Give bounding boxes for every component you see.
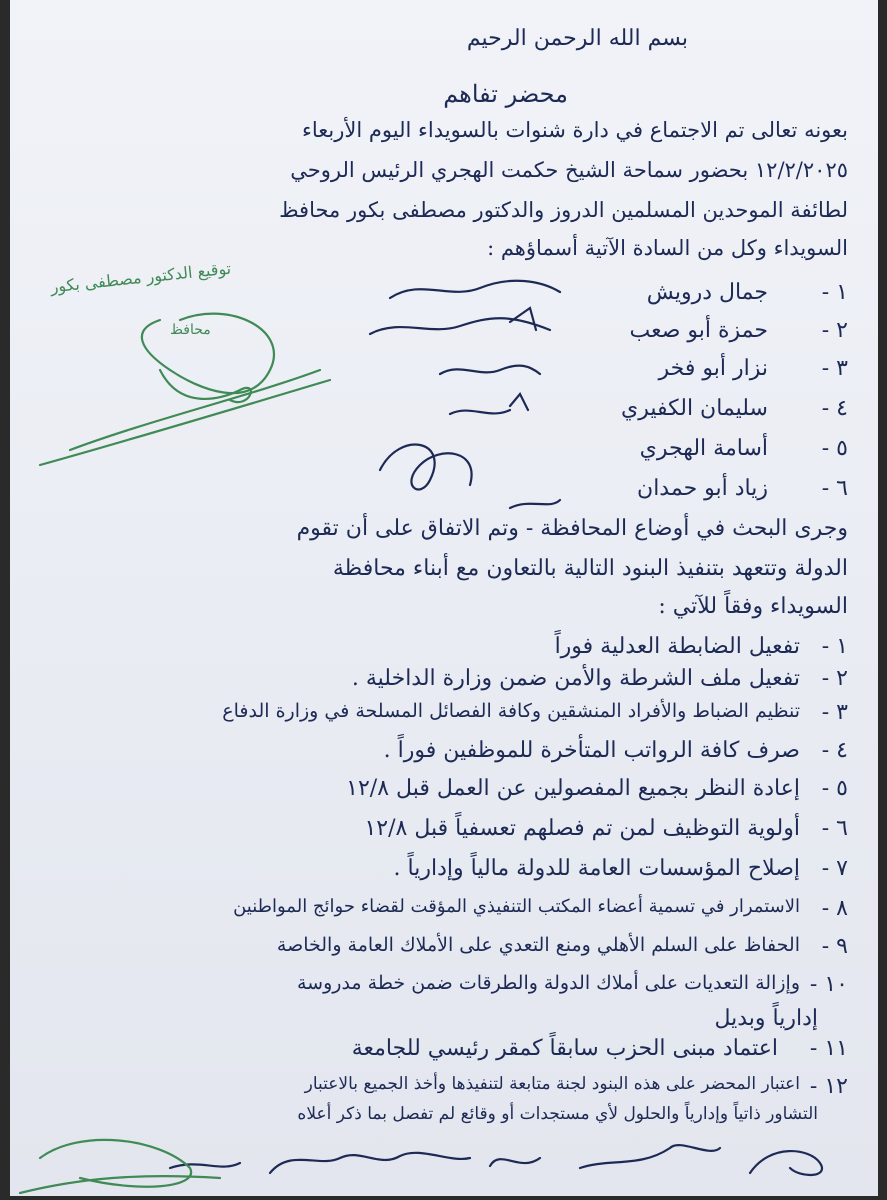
attendee-num-2: ٢ - <box>821 318 848 343</box>
clause-text-10-cont: إدارياً وبديل <box>714 1006 818 1031</box>
clause-text-10: وإزالة التعديات على أملاك الدولة والطرقات ضمن خطة مدروسة <box>297 972 800 994</box>
attendee-name-4: سليمان الكفيري <box>620 396 768 421</box>
clause-num-8: ٨ - <box>821 896 848 921</box>
clause-num-3: ٣ - <box>821 700 848 725</box>
clause-text-3: تنظيم الضباط والأفراد المنشقين وكافة الفصائل المسلحة في وزارة الدفاع <box>222 700 800 722</box>
discussion-line-3: السويداء وفقاً للآتي : <box>658 594 848 619</box>
clause-num-11: ١١ - <box>809 1036 848 1061</box>
attendee-num-1: ١ - <box>821 280 848 305</box>
bottom-signatures <box>20 1118 860 1196</box>
clause-text-7: إصلاح المؤسسات العامة للدولة مالياً وإدارياً . <box>393 856 800 881</box>
attendee-num-5: ٥ - <box>821 436 848 461</box>
discussion-line-2: الدولة وتتعهد بتنفيذ البنود التالية بالتعاون مع أبناء محافظة <box>332 556 848 581</box>
clause-num-7: ٧ - <box>821 856 848 881</box>
clause-num-2: ٢ - <box>821 666 848 691</box>
document-title: محضر تفاهم <box>443 80 568 108</box>
clause-text-2: تفعيل ملف الشرطة والأمن ضمن وزارة الداخلية . <box>351 666 800 691</box>
attendee-num-3: ٣ - <box>821 356 848 381</box>
clause-num-5: ٥ - <box>821 776 848 801</box>
attendee-name-6: زياد أبو حمدان <box>637 476 768 501</box>
clause-text-4: صرف كافة الرواتب المتأخرة للموظفين فوراً . <box>383 738 800 763</box>
intro-line-1: بعونه تعالى تم الاجتماع في دارة شنوات بالسويداء اليوم الأربعاء <box>302 118 848 142</box>
attendee-signatures <box>360 270 610 510</box>
basmala: بسم الله الرحمن الرحيم <box>466 26 688 51</box>
clause-num-9: ٩ - <box>821 934 848 959</box>
intro-line-3: لطائفة الموحدين المسلمين الدروز والدكتور مصطفى بكور محافظ <box>279 198 848 222</box>
governor-title: محافظ <box>170 322 211 338</box>
document-page <box>10 0 878 1196</box>
clause-num-1: ١ - <box>821 634 848 659</box>
discussion-line-1: وجرى البحث في أوضاع المحافظة - وتم الاتفاق على أن تقوم <box>296 516 848 541</box>
clause-num-4: ٤ - <box>821 738 848 763</box>
intro-line-2: ١٢/٢/٢٠٢٥ بحضور سماحة الشيخ حكمت الهجري الرئيس الروحي <box>290 158 848 182</box>
clause-text-8: الاستمرار في تسمية أعضاء المكتب التنفيذي المؤقت لقضاء حوائج المواطنين <box>233 896 800 917</box>
clause-num-10: ١٠ - <box>809 972 848 997</box>
governor-signature <box>30 300 350 480</box>
clause-text-12: اعتبار المحضر على هذه البنود لجنة متابعة لتنفيذها وأخذ الجميع بالاعتبار <box>304 1074 800 1094</box>
clause-text-12-cont: التشاور ذاتياً وإدارياً والحلول لأي مستجدات أو وقائع لم تفصل بما ذكر أعلاه <box>297 1104 818 1124</box>
clause-num-12: ١٢ - <box>809 1074 848 1099</box>
attendee-name-5: أسامة الهجري <box>639 436 768 461</box>
clause-text-6: أولوية التوظيف لمن تم فصلهم تعسفياً قبل ١٢/٨ <box>364 816 800 841</box>
intro-line-4: السويداء وكل من السادة الآتية أسماؤهم : <box>487 236 848 260</box>
attendee-name-1: جمال درويش <box>646 280 768 305</box>
attendee-name-2: حمزة أبو صعب <box>629 318 768 343</box>
clause-text-5: إعادة النظر بجميع المفصولين عن العمل قبل ١٢/٨ <box>346 776 800 801</box>
clause-text-9: الحفاظ على السلم الأهلي ومنع التعدي على الأملاك العامة والخاصة <box>276 934 800 956</box>
clause-text-1: تفعيل الضابطة العدلية فوراً <box>554 634 800 659</box>
governor-signature-note: توقيع الدكتور مصطفى بكور <box>49 258 232 297</box>
attendee-num-6: ٦ - <box>821 476 848 501</box>
clause-num-6: ٦ - <box>821 816 848 841</box>
attendee-name-3: نزار أبو فخر <box>658 356 768 381</box>
attendee-num-4: ٤ - <box>821 396 848 421</box>
clause-text-11: اعتماد مبنى الحزب سابقاً كمقر رئيسي للجامعة <box>351 1036 778 1061</box>
